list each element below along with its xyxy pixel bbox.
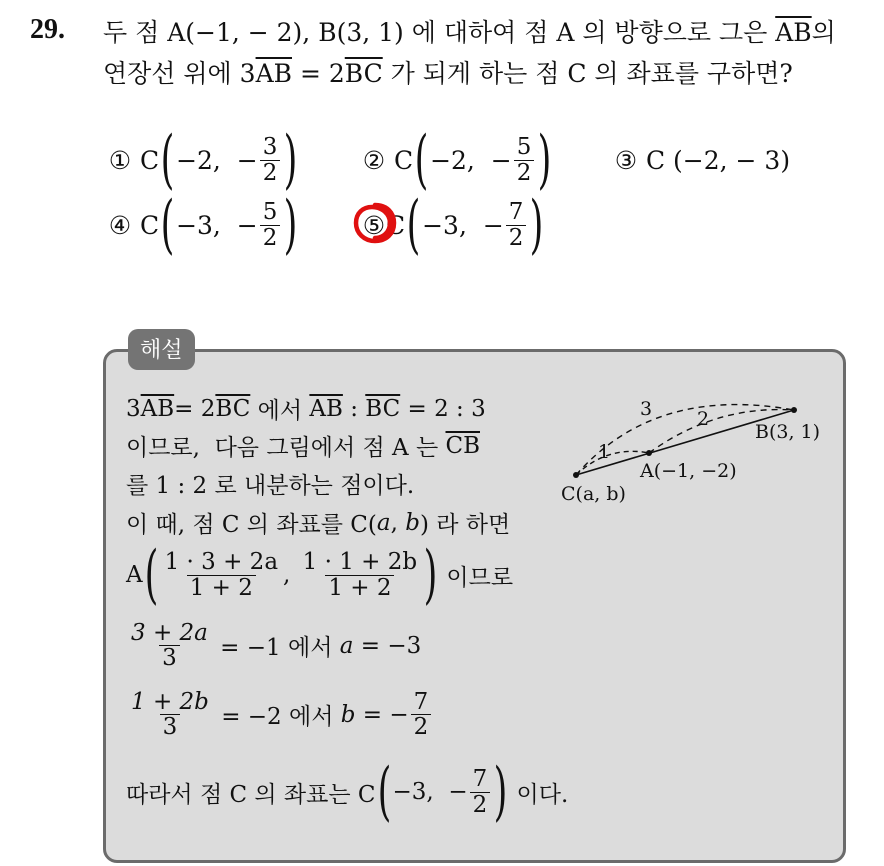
answer-circle-mark xyxy=(350,198,400,248)
label-c: C(a, b) xyxy=(561,483,626,505)
point-a xyxy=(646,450,652,456)
choice-1[interactable]: ① C ( −2, − $\frac{3}{2}$ ) xyxy=(108,123,298,197)
question-line-1: 두 점 A(−1, − 2), B(3, 1) 에 대하여 점 A 의 방향으로 그은 $\overline{AB}$의 xyxy=(103,18,836,47)
solution-line-5: A ( $\frac{1 \cdot 3 + 2a}{1 + 2}$ , $\frac{1 \cdot 1 + 2b}{1 + 2}$ ) 이므로 xyxy=(126,538,514,612)
solution-line-2: 이므로, 다음 그림에서 점 A 는 $\overline{CB}$ xyxy=(126,432,480,461)
question-number: 29. xyxy=(30,14,65,45)
arc-label-2: 2 xyxy=(697,408,710,430)
arc-label-3: 3 xyxy=(640,398,653,420)
choice-4[interactable]: ④ C ( −3, − $\frac{5}{2}$ ) xyxy=(108,188,298,262)
solution-line-8: 따라서 점 C 의 좌표는 C ( −3, − $\frac{7}{2}$ ) 이다. xyxy=(126,755,569,829)
solution-line-4: 이 때, 점 C 의 좌표를 C( a , b ) 라 하면 xyxy=(126,509,511,538)
solution-line-1: 3 $\overline{AB}$ = 2 $\overline{BC}$ 에서 $\overline{AB}$ : $\overline{BC}$ = 2 : 3 xyxy=(126,395,486,424)
arc-label-1: 1 xyxy=(598,441,611,463)
label-b: B(3, 1) xyxy=(755,421,821,443)
point-c xyxy=(573,472,579,478)
solution-line-7: $\frac{1 + 2b}{3}$ = −2 에서 b = − $\frac{7}{2}$ xyxy=(126,690,433,739)
solution-line-6: $\frac{3 + 2a}{3}$ = −1 에서 a = −3 xyxy=(131,620,422,672)
solution-tag: 해설 xyxy=(128,329,195,370)
solution-line-3: 를 1 : 2 로 내분하는 점이다. xyxy=(126,473,415,499)
point-b xyxy=(791,407,797,413)
question-line-2: 연장선 위에 $3\overline{AB} = 2\overline{BC}$ 가 되게 하는 점 C 의 좌표를 구하면? xyxy=(103,59,793,88)
choice-2[interactable]: ② C ( −2, − $\frac{5}{2}$ ) xyxy=(362,123,552,197)
label-a: A(−1, −2) xyxy=(640,460,737,482)
choice-3[interactable]: ③ C (−2, − 3) xyxy=(614,146,791,175)
choice-5[interactable]: ⑤ C ( −3, − $\frac{7}{2}$ ) xyxy=(362,188,544,262)
